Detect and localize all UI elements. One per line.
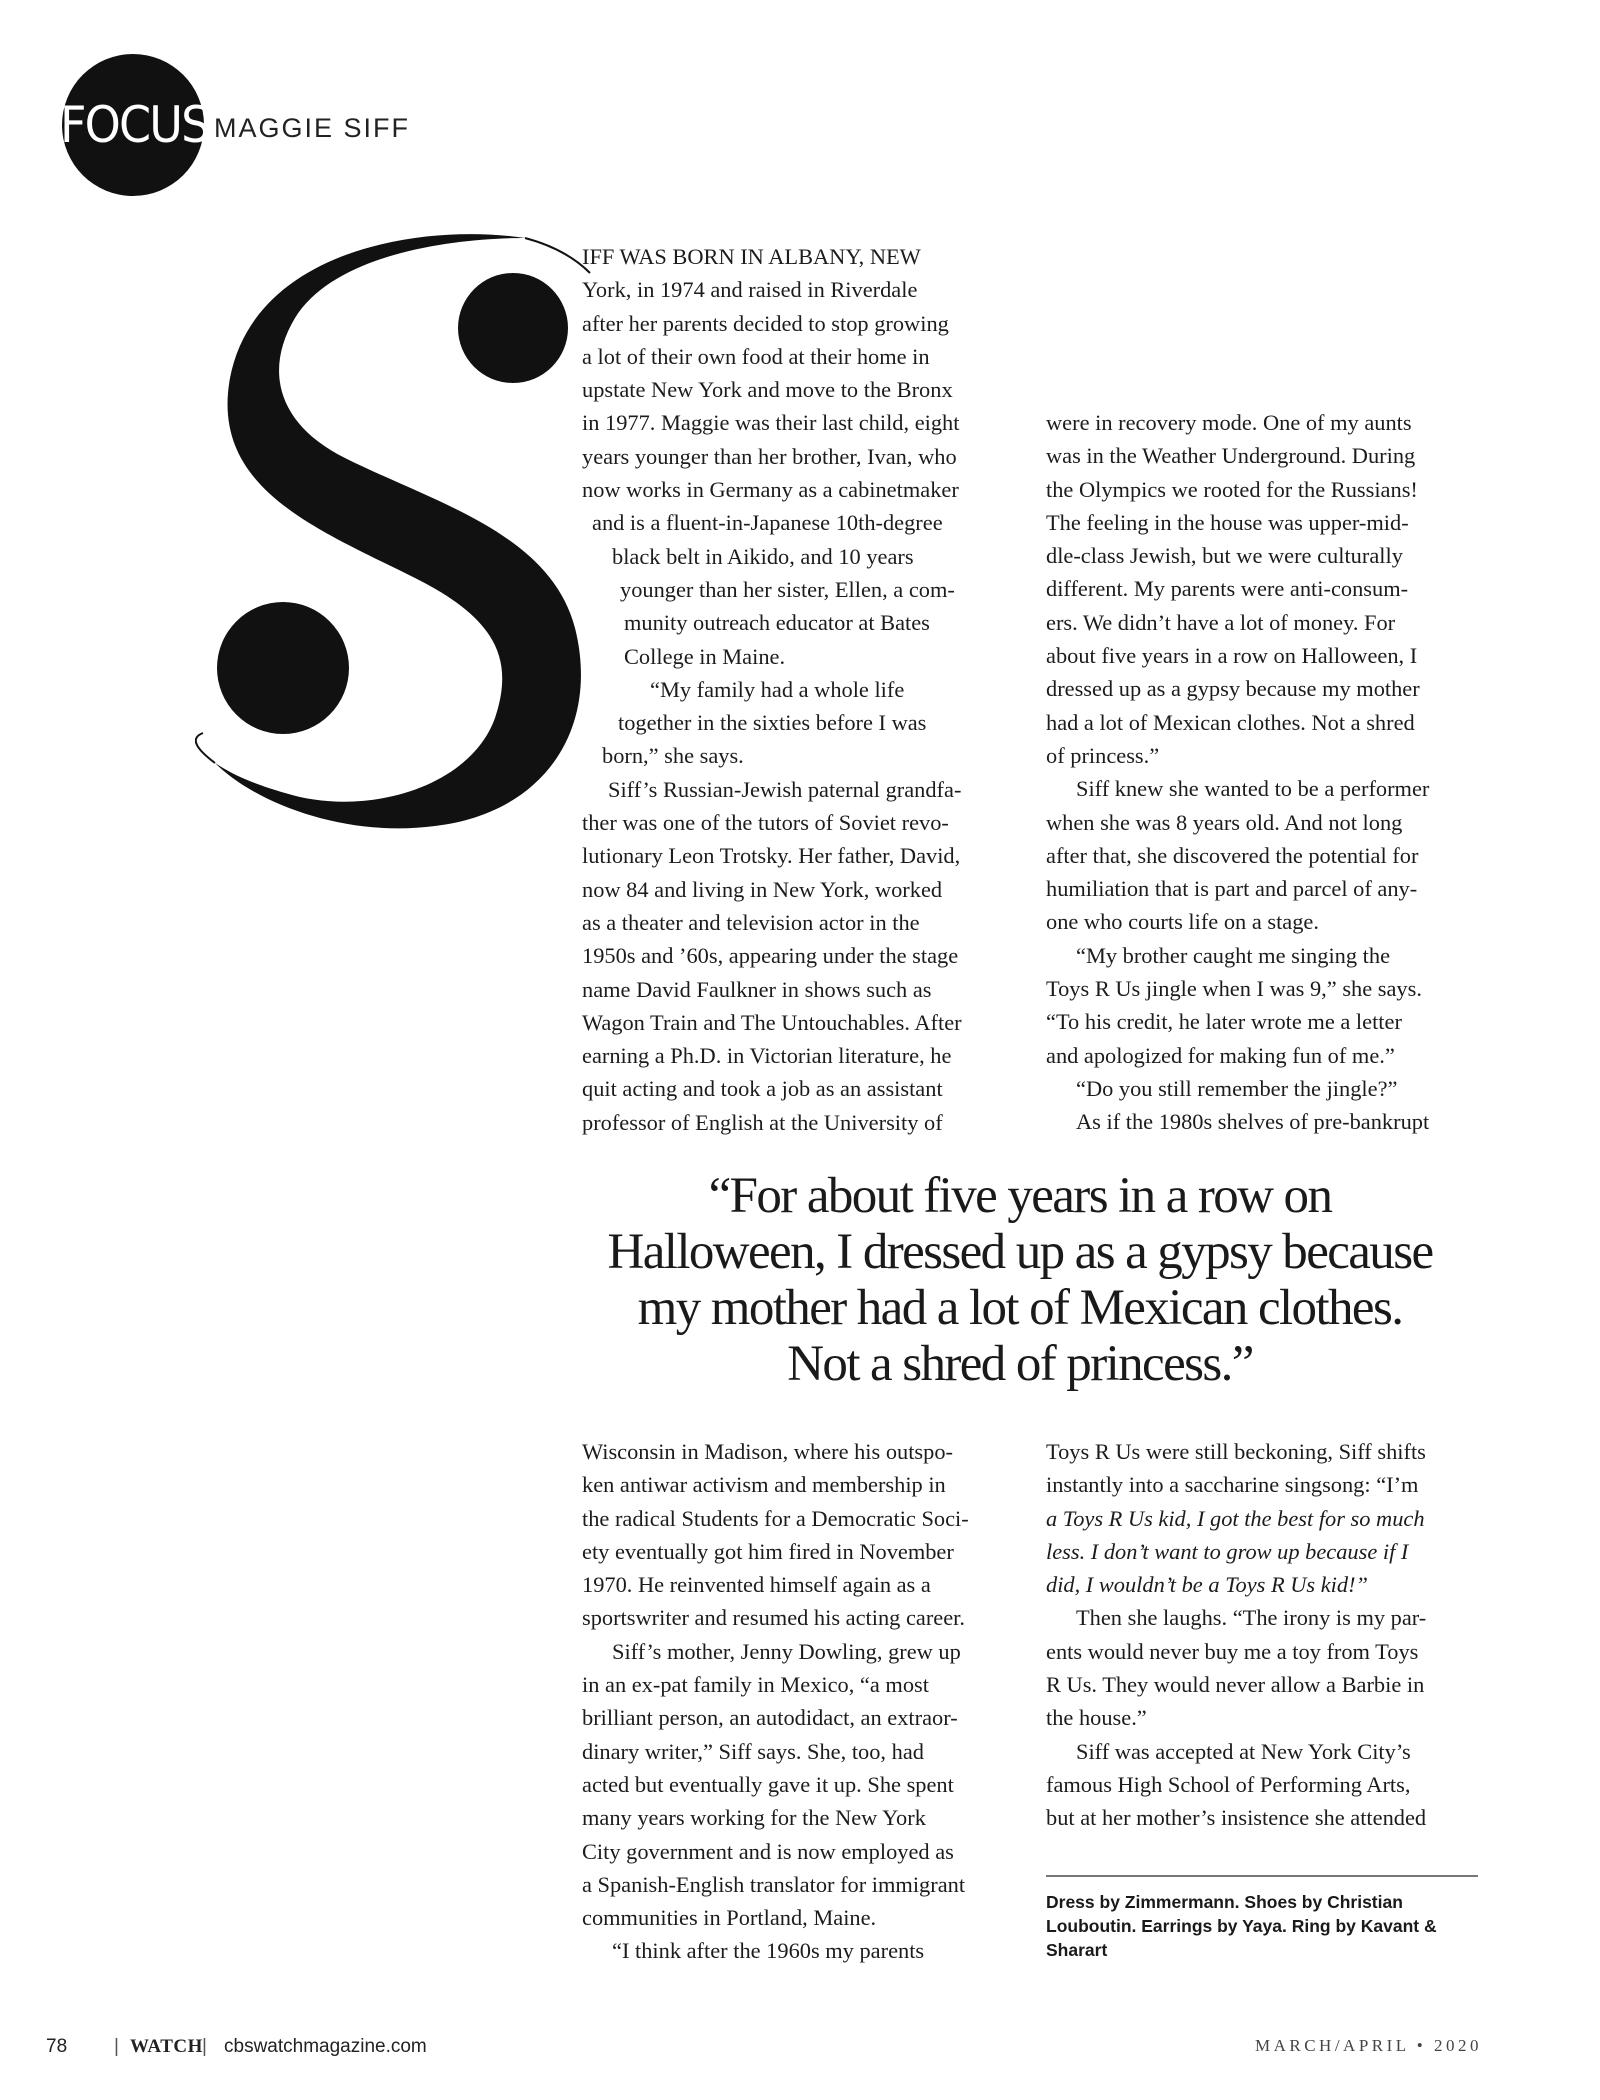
- text-line: Then she laughs. “The irony is my par-: [1076, 1605, 1427, 1631]
- text-line: acted but eventually gave it up. She spent: [582, 1771, 954, 1797]
- text-line: and is a fluent-in-Japanese 10th-degree: [592, 510, 943, 536]
- text-line: humiliation that is part and parcel of any-: [1046, 876, 1418, 902]
- text-line: did, I wouldn’t be a Toys R Us kid!”: [1046, 1572, 1368, 1598]
- text-line: one who courts life on a stage.: [1046, 909, 1319, 935]
- article-column-2: [1046, 406, 1486, 1139]
- text-line: when she was 8 years old. And not long: [1046, 809, 1403, 835]
- text-line: dressed up as a gypsy because my mother: [1046, 676, 1420, 702]
- drop-cap-s: [195, 228, 595, 848]
- pull-quote-line: Not a shred of princess.”: [787, 1336, 1253, 1392]
- text-line: younger than her sister, Ellen, a com-: [620, 576, 955, 602]
- text-line: now works in Germany as a cabinetmaker: [582, 477, 959, 503]
- text-line: 1950s and ’60s, appearing under the stage: [582, 943, 959, 969]
- text-line: ents would never buy me a toy from Toys: [1046, 1638, 1419, 1664]
- text-line: the radical Students for a Democratic Soci-: [582, 1505, 969, 1531]
- text-line: a Toys R Us kid, I got the best for so much: [1046, 1505, 1425, 1531]
- text-line: ers. We didn’t have a lot of money. For: [1046, 609, 1396, 635]
- text-line: after her parents decided to stop growing: [582, 310, 949, 336]
- text-line: after that, she discovered the potential for: [1046, 842, 1419, 868]
- text-line: upstate New York and move to the Bronx: [582, 377, 953, 403]
- text-line: As if the 1980s shelves of pre-bankrupt: [1076, 1109, 1430, 1135]
- text-line: name David Faulkner in shows such as: [582, 976, 932, 1002]
- text-line: Siff’s mother, Jenny Dowling, grew up: [612, 1638, 961, 1664]
- section-name: MAGGIE SIFF: [214, 113, 411, 143]
- text-line: ken antiwar activism and membership in: [582, 1472, 946, 1498]
- text-line: munity outreach educator at Bates: [624, 610, 930, 636]
- text-line: R Us. They would never allow a Barbie in: [1046, 1672, 1425, 1698]
- text-line: years younger than her brother, Ivan, who: [582, 443, 957, 469]
- text-line: about five years in a row on Halloween, I: [1046, 643, 1418, 669]
- text-line: Siff knew she wanted to be a performer: [1076, 776, 1430, 802]
- text-line: black belt in Aikido, and 10 years: [612, 543, 914, 569]
- text-line: many years working for the New York: [582, 1805, 926, 1831]
- text-line: Wisconsin in Madison, where his outspo-: [582, 1439, 953, 1464]
- text-line: different. My parents were anti-consum-: [1046, 576, 1409, 602]
- pull-quote-line: Halloween, I dressed up as a gypsy because: [607, 1224, 1433, 1280]
- text-line: the house.”: [1046, 1705, 1147, 1731]
- text-line: ety eventually got him fired in November: [582, 1538, 954, 1564]
- footer-brand: WATCH: [130, 2036, 203, 2057]
- text-line: and apologized for making fun of me.”: [1046, 1042, 1395, 1068]
- text-line: City government and is now employed as: [582, 1838, 954, 1864]
- text-line: a Spanish-English translator for immigrant: [582, 1871, 966, 1897]
- text-line: IFF WAS BORN IN ALBANY, NEW: [582, 244, 921, 269]
- text-line: had a lot of Mexican clothes. Not a shred: [1046, 709, 1415, 735]
- text-line: less. I don’t want to grow up because if I: [1046, 1538, 1409, 1564]
- text-line: born,” she says.: [602, 743, 744, 769]
- text-line: Siff’s Russian-Jewish paternal grandfa-: [608, 776, 962, 802]
- text-line: communities in Portland, Maine.: [582, 1905, 877, 1931]
- pull-quote-line: “For about five years in a row on: [708, 1168, 1332, 1224]
- footer-separator: |: [114, 2036, 119, 2057]
- footer-website-link[interactable]: cbswatchmagazine.com: [224, 2036, 427, 2057]
- text-line: earning a Ph.D. in Victorian literature, he: [582, 1043, 952, 1069]
- text-line: “Do you still remember the jingle?”: [1076, 1075, 1398, 1101]
- text-line: “My brother caught me singing the: [1076, 942, 1391, 968]
- text-line: as a theater and television actor in the: [582, 909, 920, 935]
- text-line: “My family had a whole life: [650, 676, 905, 702]
- text-line: the Olympics we rooted for the Russians!: [1046, 476, 1418, 502]
- focus-label: FOCUS: [60, 96, 209, 154]
- text-line: 1970. He reinvented himself again as a: [582, 1572, 931, 1598]
- text-line: a lot of their own food at their home in: [582, 343, 930, 369]
- pull-quote-line: my mother had a lot of Mexican clothes.: [637, 1280, 1403, 1336]
- text-line: together in the sixties before I was: [618, 710, 927, 736]
- text-line: The feeling in the house was upper-mid-: [1046, 509, 1409, 535]
- issue-date: MARCH/APRIL • 2020: [1254, 2036, 1482, 2055]
- text-line: brilliant person, an autodidact, an extraor-: [582, 1705, 958, 1731]
- text-line: “I think after the 1960s my parents: [612, 1938, 925, 1964]
- credit-divider: [1046, 1875, 1478, 1877]
- text-line: Wagon Train and The Untouchables. After: [582, 1009, 962, 1035]
- text-line: quit acting and took a job as an assistant: [582, 1076, 943, 1102]
- page-number: 78: [46, 2036, 68, 2057]
- text-line: dle-class Jewish, but we were culturally: [1046, 543, 1403, 569]
- article-column-4: [1046, 1435, 1486, 1835]
- text-line: dinary writer,” Siff says. She, too, had: [582, 1738, 924, 1764]
- text-line: professor of English at the University of: [582, 1109, 943, 1135]
- text-line: ther was one of the tutors of Soviet revo-: [582, 810, 949, 836]
- text-line: but at her mother’s insistence she attended: [1046, 1805, 1427, 1831]
- text-line: of princess.”: [1046, 742, 1160, 768]
- text-line: lutionary Leon Trotsky. Her father, David,: [582, 843, 961, 869]
- text-line: Siff was accepted at New York City’s: [1076, 1738, 1411, 1764]
- text-line: “To his credit, he later wrote me a letter: [1046, 1009, 1402, 1035]
- text-line: College in Maine.: [624, 643, 786, 669]
- photo-credit: Dress by Zimmermann. Shoes by Christian Louboutin. Earrings by Yaya. Ring by Kavant & Sharart: [1046, 1892, 1437, 1960]
- text-line: Toys R Us were still beckoning, Siff shifts: [1046, 1439, 1426, 1464]
- text-line: was in the Weather Underground. During: [1046, 443, 1416, 469]
- text-line: Toys R Us jingle when I was 9,” she says.: [1046, 976, 1422, 1002]
- text-line: in 1977. Maggie was their last child, eight: [582, 410, 960, 436]
- text-line: were in recovery mode. One of my aunts: [1046, 410, 1412, 435]
- text-line: famous High School of Performing Arts,: [1046, 1771, 1411, 1797]
- footer-separator: |: [202, 2036, 207, 2057]
- pull-quote: [560, 1168, 1480, 1392]
- article-column-3: [582, 1435, 1022, 1968]
- text-line: instantly into a saccharine singsong: “I’m: [1046, 1472, 1419, 1498]
- article-column-1: [582, 240, 1022, 1139]
- text-line: sportswriter and resumed his acting career.: [582, 1605, 965, 1631]
- text-line: now 84 and living in New York, worked: [582, 876, 943, 902]
- text-line: York, in 1974 and raised in Riverdale: [582, 277, 918, 303]
- text-line: in an ex-pat family in Mexico, “a most: [582, 1672, 929, 1698]
